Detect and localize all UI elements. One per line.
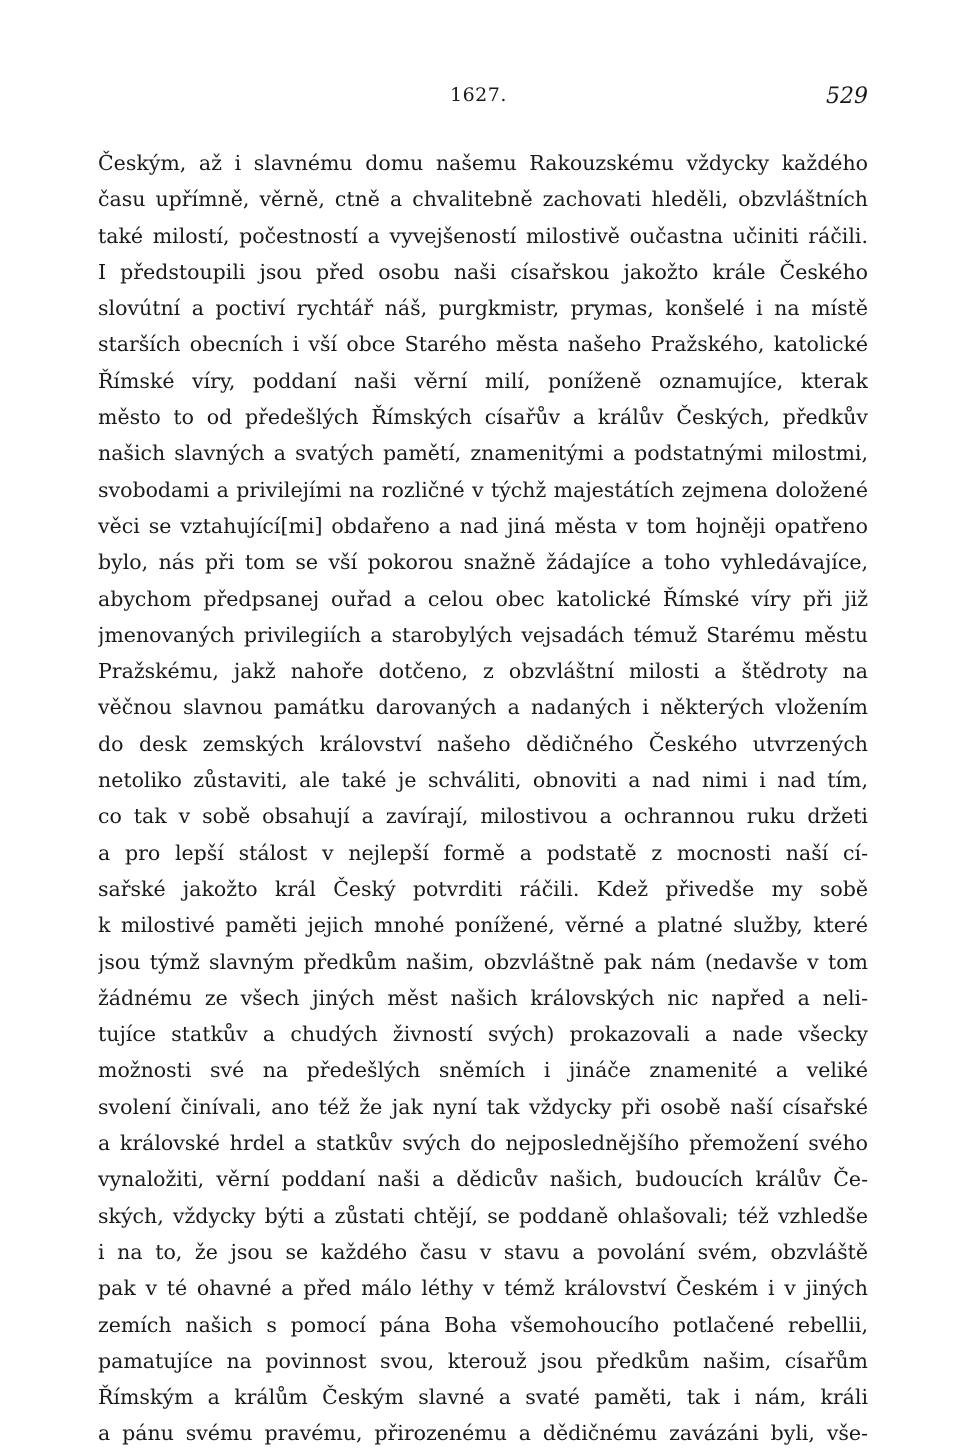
running-head <box>98 84 868 114</box>
text-line: netoliko zůstaviti, ale také je schváliti, obnoviti a nad nimi i nad tím, <box>98 768 868 793</box>
text-line: a královské hrdel a statkův svých do nejposlednějšího přemožení svého <box>98 1131 868 1156</box>
text-line: a pro lepší stálost v nejlepší formě a podstatě z mocnosti naší cí- <box>98 840 868 865</box>
text-line: žádnému ze všech jiných měst našich královských nic napřed a neli- <box>98 985 868 1010</box>
text-line: také milostí, počestností a vyvejšeností milostivě oučastna učiniti ráčili. <box>98 223 868 248</box>
text-line: do desk zemských království našeho dědičného Českého utvrzených <box>98 731 868 756</box>
text-line: vynaložiti, věrní poddaní naši a dědicův našich, budoucích králův Če- <box>98 1167 868 1192</box>
text-line: a pánu svému pravému, přirozenému a dědičnému zavázáni byli, vše- <box>98 1421 868 1446</box>
header-year: 1627. <box>450 84 507 106</box>
text-line: bylo, nás při tom se vší pokorou snažně žádajíce a toho vyhledávajíce, <box>98 550 868 575</box>
text-line: Římské víry, poddaní naši věrní milí, poníženě oznamujíce, kterak <box>98 368 868 393</box>
text-line: pak v té ohavné a před málo léthy v témž království Českém i v jiných <box>98 1276 868 1301</box>
text-line: Římským a králům Českým slavné a svaté paměti, tak i nám, králi <box>98 1385 868 1410</box>
text-line: slovútní a poctiví rychtář náš, purgkmistr, prymas, konšelé i na místě <box>98 296 868 321</box>
text-line: k milostivé paměti jejich mnohé ponížené, věrné a platné služby, které <box>98 913 868 938</box>
text-line: abychom předpsanej ouřad a celou obec katolické Římské víry při již <box>98 586 868 611</box>
text-line: věčnou slavnou památku darovaných a nadaných i některých vložením <box>98 695 868 720</box>
text-line: město to od předešlých Římských císařův a králův Českých, předkův <box>98 405 868 430</box>
text-line: času upřímně, věrně, ctně a chvalitebně zachovati hleděli, obzvláštních <box>98 187 868 212</box>
text-line: zemích našich s pomocí pána Boha všemohoucího potlačené rebellii, <box>98 1312 868 1337</box>
text-line: I předstoupili jsou před osobu naši císařskou jakožto krále Českého <box>98 259 868 284</box>
text-line: ských, vždycky býti a zůstati chtějí, se poddaně ohlašovali; též vzhledše <box>98 1203 868 1228</box>
page-number: 529 <box>826 84 868 109</box>
text-line: věci se vztahující[mi] obdařeno a nad jiná města v tom hojněji opatřeno <box>98 513 868 538</box>
text-line: starších obecních i vší obce Starého města našeho Pražského, katolické <box>98 332 868 357</box>
text-line: jmenovaných privilegiích a starobylých vejsadách témuž Starému městu <box>98 622 868 647</box>
text-line: svobodami a privilejími na rozličné v týchž majestátích zejmena doložené <box>98 477 868 502</box>
text-line: i na to, že jsou se každého času v stavu a povolání svém, obzvláště <box>98 1239 868 1264</box>
text-line: tujíce statkův a chudých živností svých) prokazovali a nade všecky <box>98 1022 868 1047</box>
text-line: našich slavných a svatých pamětí, znamenitými a podstatnými milostmi, <box>98 441 868 466</box>
body-text <box>98 145 868 1452</box>
text-line: Českým, až i slavnému domu našemu Rakouzskému vždycky každého <box>98 151 868 175</box>
text-line: Pražskému, jakž nahoře dotčeno, z obzvláštní milosti a štědroty na <box>98 659 868 684</box>
text-line: pamatujíce na povinnost svou, kterouž jsou předkům našim, císařům <box>98 1348 868 1373</box>
text-line: co tak v sobě obsahují a zavírají, milostivou a ochrannou ruku držeti <box>98 804 868 829</box>
text-line: možnosti své na předešlých sněmích i jináče znamenité a veliké <box>98 1058 868 1083</box>
text-line: svolení činívali, ano též že jak nyní tak vždycky při osobě naší císařské <box>98 1094 868 1119</box>
text-line: jsou týmž slavným předkům našim, obzvláštně pak nám (nedavše v tom <box>98 949 868 974</box>
text-line: sařské jakožto král Český potvrditi ráčili. Kdež přivedše my sobě <box>98 876 868 901</box>
